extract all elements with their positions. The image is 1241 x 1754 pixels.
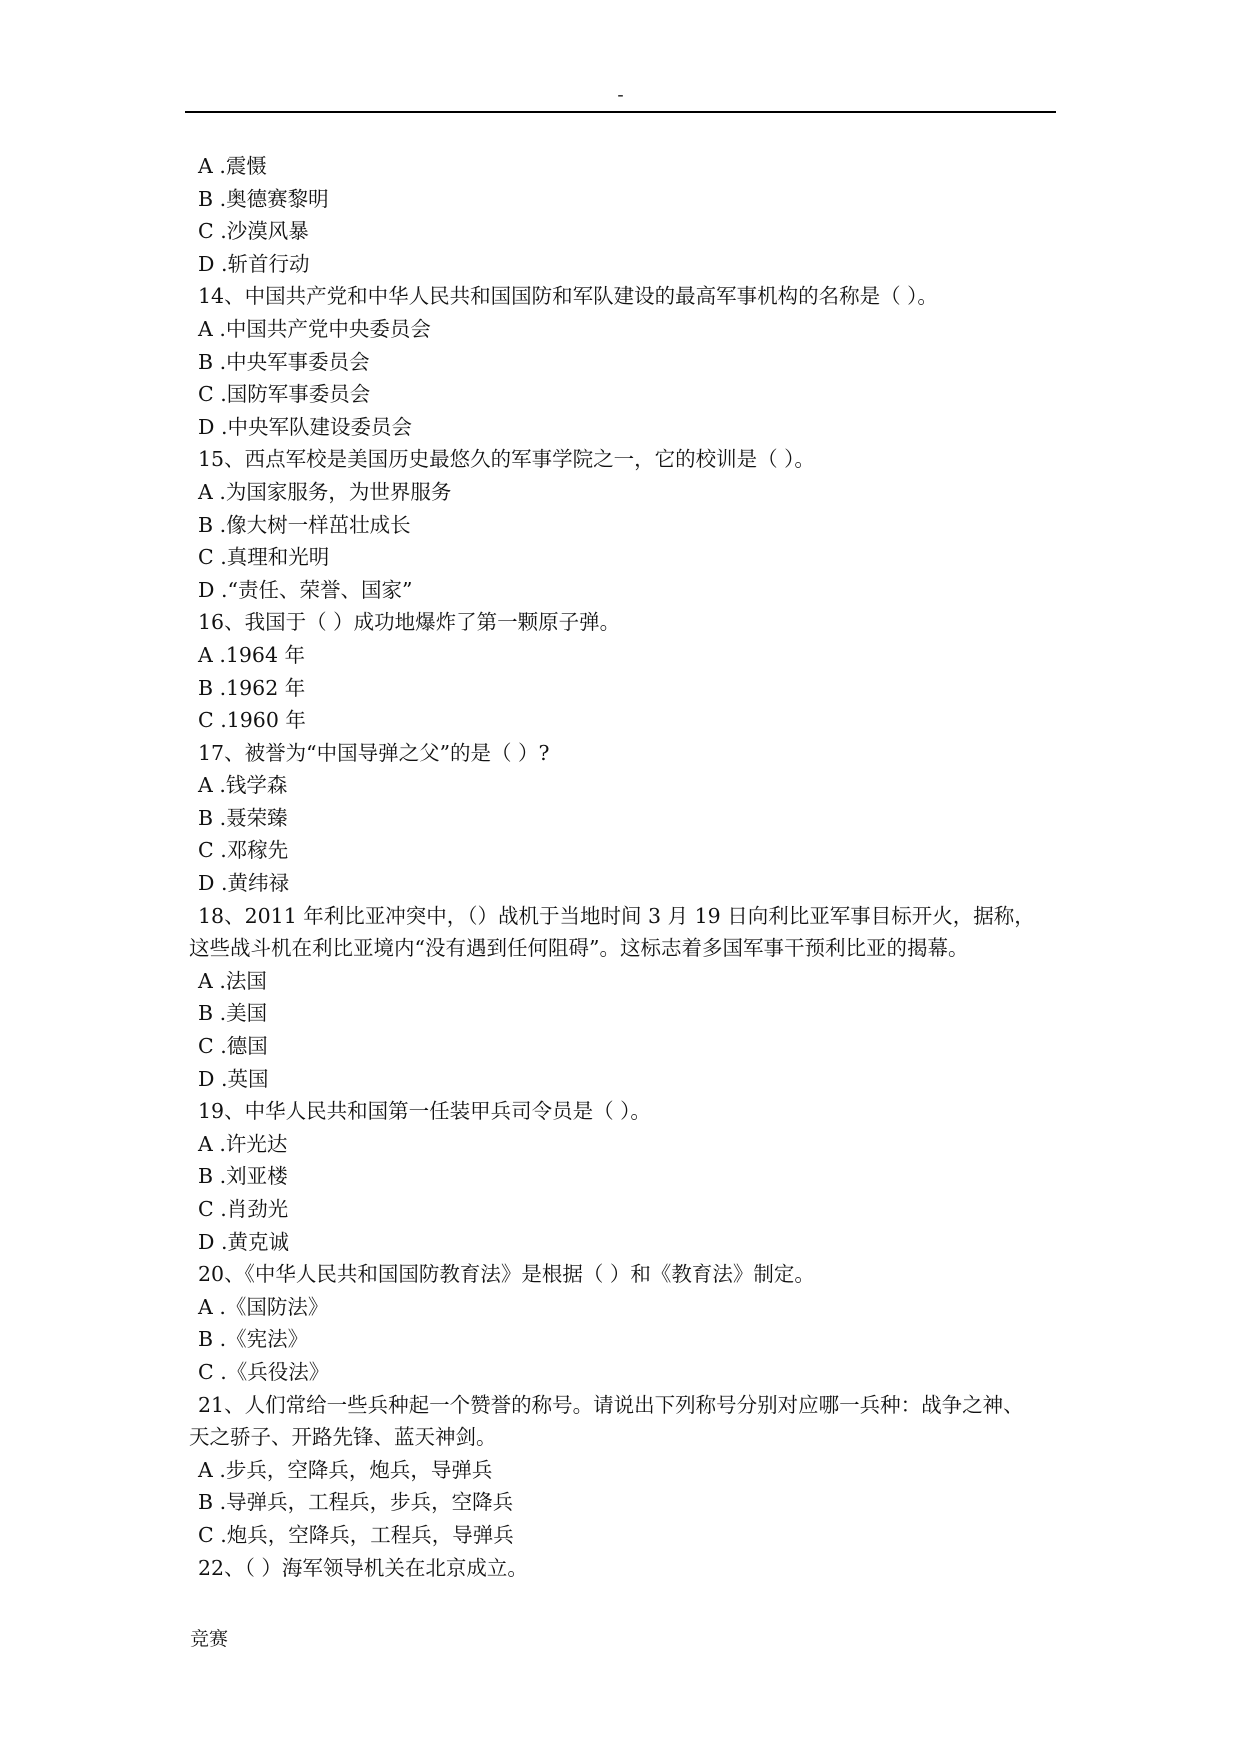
option-line: C .《兵役法》 [198,1359,330,1384]
option-line: A .1964 年 [198,642,306,667]
option-line: D .黄纬禄 [198,871,289,896]
option-line: D .黄克诚 [198,1229,289,1254]
page-footer: 竞赛 [190,1628,229,1650]
option-line: A .《国防法》 [198,1294,329,1319]
option-line: C .1960 年 [198,708,306,733]
question-continuation-line: 这些战斗机在利比亚境内“没有遇到任何阻碍”。这标志着多国军事干预利比亚的揭幕。 [189,936,969,961]
option-line: D .英国 [198,1066,269,1091]
question-line: 15、西点军校是美国历史最悠久的军事学院之一，它的校训是（ ）。 [198,447,815,472]
question-line: 22、（ ）海军领导机关在北京成立。 [198,1555,528,1580]
option-line: C .德国 [198,1034,268,1059]
option-line: A .许光达 [198,1131,288,1156]
question-line: 14、中国共产党和中华人民共和国国防和军队建设的最高军事机构的名称是（ ）。 [198,284,938,309]
question-line: 18、2011 年利比亚冲突中，（）战机于当地时间 3 月 19 日向利比亚军事目标开火，据称， [198,903,1035,928]
option-line: B .聂荣臻 [198,805,288,830]
option-line: C .国防军事委员会 [198,382,371,407]
option-line: C .炮兵，空降兵，工程兵，导弹兵 [198,1522,514,1547]
document-body [189,150,1056,1584]
option-line: C .沙漠风暴 [198,219,309,244]
option-line: B .中央军事委员会 [198,349,370,374]
option-line: A .步兵，空降兵，炮兵，导弹兵 [198,1457,493,1482]
option-line: B .刘亚楼 [198,1164,288,1189]
option-line: B .导弹兵，工程兵，步兵，空降兵 [198,1490,514,1515]
option-line: B .《宪法》 [198,1327,309,1352]
option-line: A .震慑 [198,154,267,178]
option-line: C .邓稼先 [198,838,289,863]
option-line: D .中央军队建设委员会 [198,414,412,439]
page-header-mark: - [617,84,624,104]
option-line: A .为国家服务，为世界服务 [198,479,452,504]
question-line: 20、《中华人民共和国国防教育法》是根据（ ）和《教育法》制定。 [198,1262,815,1287]
header-rule [185,111,1056,113]
question-line: 19、中华人民共和国第一任装甲兵司令员是（ ）。 [198,1099,651,1124]
question-line: 17、被誉为“中国导弹之父”的是（ ）? [198,740,550,765]
option-line: B .奥德赛黎明 [198,186,329,211]
question-line: 16、我国于（ ）成功地爆炸了第一颗原子弹。 [198,610,621,635]
option-line: D .斩首行动 [198,251,310,276]
option-line: A .法国 [198,968,267,993]
question-line: 21、人们常给一些兵种起一个赞誉的称号。请说出下列称号分别对应哪一兵种：战争之神、 [198,1392,1024,1417]
option-line: B .美国 [198,1001,268,1026]
option-line: B .像大树一样茁壮成长 [198,512,411,537]
option-line: A .中国共产党中央委员会 [198,316,431,341]
option-line: D .“责任、荣誉、国家” [198,577,413,602]
option-line: C .真理和光明 [198,545,330,570]
option-line: B .1962 年 [198,675,306,700]
option-line: A .钱学森 [198,773,288,798]
question-continuation-line: 天之骄子、开路先锋、蓝天神剑。 [189,1425,497,1450]
option-line: C .肖劲光 [198,1197,289,1221]
